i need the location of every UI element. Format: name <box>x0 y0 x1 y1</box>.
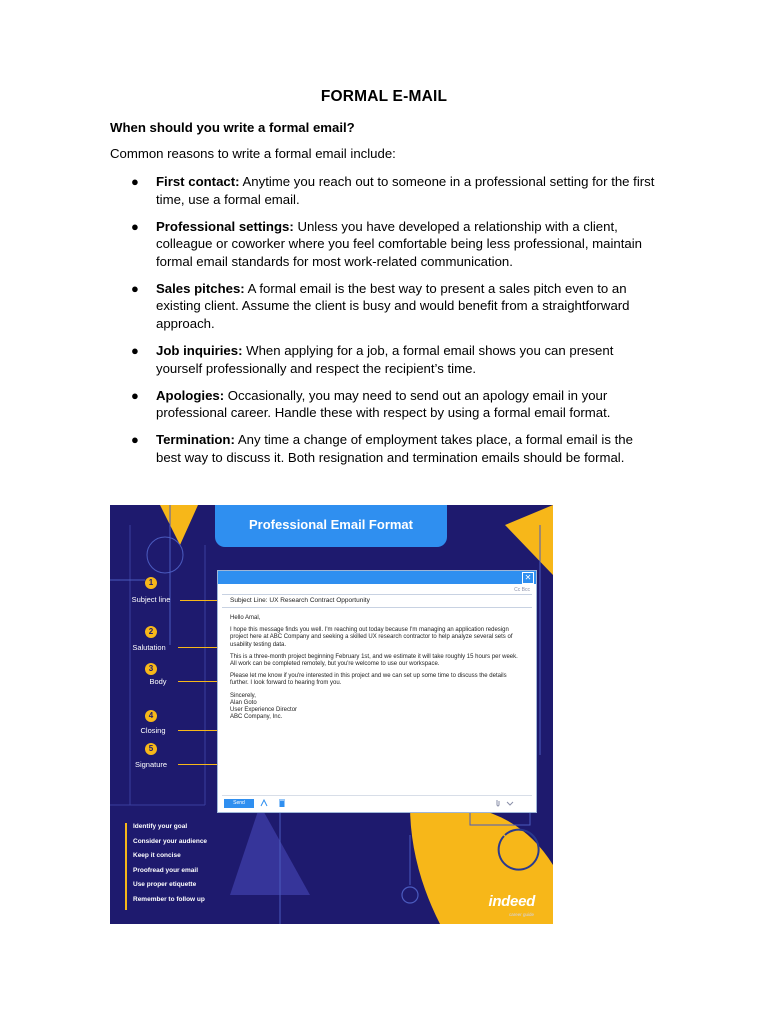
bullet-icon: ● <box>131 280 139 296</box>
label-number: 3 <box>145 663 157 675</box>
reasons-list <box>110 173 658 476</box>
trash-icon[interactable] <box>278 799 286 807</box>
email-window <box>217 570 537 813</box>
signature-name: Alan Goto <box>230 699 257 706</box>
email-titlebar <box>218 571 536 584</box>
label-salutation: Salutation <box>132 643 166 652</box>
label-number: 5 <box>145 743 157 755</box>
tip-item: Keep it concise <box>133 852 181 859</box>
tip-item: Use proper etiquette <box>133 881 197 888</box>
bullet-icon: ● <box>131 342 139 358</box>
tips-list <box>125 823 207 910</box>
bullet-term: First contact: <box>156 174 240 189</box>
label-number: 4 <box>145 710 157 722</box>
bullet-text: Unless you have developed a relationship with a client, colleague or coworker where you feel comfortable being less professional, maintain formal email standards for most work-related communication. <box>156 218 642 269</box>
list-item <box>110 173 658 208</box>
list-item <box>110 431 658 466</box>
subject-field: Subject Line: UX Research Contract Opportunity <box>222 594 532 608</box>
indeed-logo: indeed <box>488 893 535 910</box>
bullet-term: Professional settings: <box>156 218 294 234</box>
email-body <box>230 615 520 721</box>
bullet-icon: ● <box>131 432 139 448</box>
format-icon[interactable] <box>260 799 268 807</box>
email-greeting: Hello Amal, <box>230 615 261 621</box>
signature-company: ABC Company, Inc. <box>230 714 283 721</box>
list-item <box>110 342 658 377</box>
bullet-term: Termination: <box>156 432 235 448</box>
label-closing: Closing <box>140 726 166 735</box>
page-title: FORMAL E-MAIL <box>320 88 448 105</box>
label-subject-line: Subject line <box>131 595 171 604</box>
leader-line <box>178 764 218 765</box>
label-number: 1 <box>145 577 157 589</box>
bullet-term: Apologies: <box>156 387 225 403</box>
list-item <box>110 387 658 422</box>
tip-item: Identify your goal <box>133 823 188 830</box>
label-signature: Signature <box>134 760 168 769</box>
email-paragraph: I hope this message finds you well. I'm reaching out today because I'm managing an application redesign project here at ABC Company and seeking a skilled UX research contractor to help analyze several sets of usability testing data. <box>230 627 513 648</box>
logo-subtitle: career guide <box>508 912 534 917</box>
bullet-text: Occasionally, you may need to send out an apology email in your professional career. Handle these with respect by using a formal email format. <box>156 387 611 421</box>
email-footer <box>222 795 532 810</box>
tip-item: Proofread your email <box>133 866 199 874</box>
leader-line <box>180 600 217 601</box>
attachment-icon[interactable] <box>494 799 502 807</box>
bullet-term: Job inquiries: <box>156 342 243 358</box>
bullet-text: Any time a change of employment takes place, a formal email is the best way to discuss it. Both resignation and termination emails should be formal. <box>156 432 633 465</box>
tip-item: Remember to follow up <box>133 895 205 903</box>
send-button[interactable]: Send <box>224 799 254 808</box>
email-format-infographic <box>110 505 553 924</box>
label-body: Body <box>149 677 167 686</box>
bullet-text: When applying for a job, a formal email shows you can present yourself professionally and respect the recipient’s time. <box>156 342 614 376</box>
list-item <box>110 218 658 271</box>
bullet-icon: ● <box>131 387 139 403</box>
infographic-banner: Professional Email Format <box>215 505 447 547</box>
leader-line <box>178 730 218 731</box>
tip-item: Consider your audience <box>133 837 208 845</box>
close-icon[interactable]: ✕ <box>522 572 534 584</box>
leader-line <box>178 647 218 648</box>
section-heading: When should you write a formal email? <box>110 120 355 135</box>
label-number: 2 <box>145 626 157 638</box>
intro-text: Common reasons to write a formal email include: <box>110 146 396 161</box>
email-paragraph: This is a three-month project beginning February 1st, and we estimate it will take roughly 15 hours per week. All work can be completed remotely, but you're welcome to use our workspace. <box>230 653 518 668</box>
list-item <box>110 280 658 333</box>
bullet-text: Anytime you reach out to someone in a professional setting for the first time, use a formal email. <box>156 174 655 207</box>
bullet-text: A formal email is the best way to present a sales pitch even to an existing client. Assume the client is busy and would benefit from a straightforward approach. <box>156 280 630 331</box>
email-paragraph: Please let me know if you're interested in this project and we can set up some time to discuss the details further. I look forward to hearing from you. <box>230 673 507 687</box>
bullet-icon: ● <box>131 218 139 234</box>
cc-bcc-label: Cc Bcc <box>514 587 530 593</box>
email-closing: Sincerely, <box>230 692 256 699</box>
bullet-term: Sales pitches: <box>156 280 245 296</box>
leader-line <box>178 681 218 682</box>
signature-title: User Experience Director <box>230 707 298 714</box>
chevron-down-icon[interactable] <box>506 799 514 807</box>
bullet-icon: ● <box>131 174 139 189</box>
